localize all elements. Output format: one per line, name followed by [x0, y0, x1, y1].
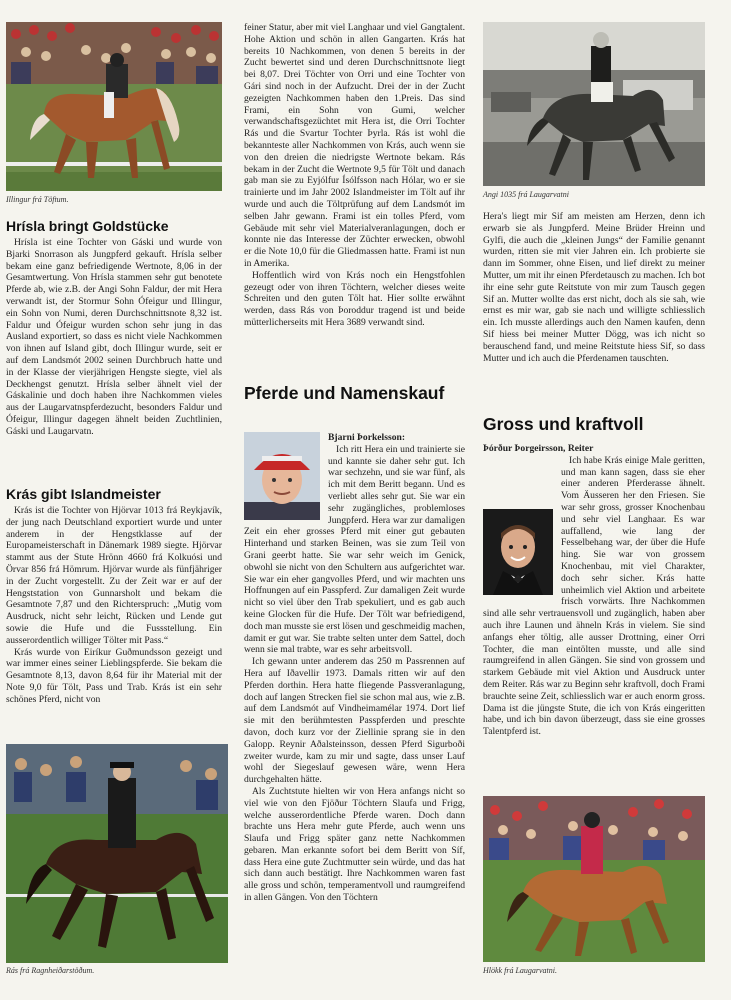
author-byline: Þórður Þorgeirsson, Reiter: [483, 443, 594, 454]
section-heading: Pferde und Namenskauf: [244, 383, 445, 403]
paragraph: Ich ritt Hera ein und trainierte sie und kannte sie daher sehr gut. Ich war sechzehn, und sie war fünf, als ich mit dem Beritt begann. Und es verliebt alles sehr gut. Sie war ein sehr zugängliches, problemloses Jungpferd. Hera war zur damaligen Zeit ein eher grosses Pferd mit einer gut gebauten Hinterhand und starken Beinen, was sie zum Teil von Grani geerbt hatte. Sie war sehr weich im Genick, obwohl sie nicht von den Schultern aus aufgerichtet war. Sie war ein eher gangvolles Pferd, und wir machten uns Hoffnungen auf ein Passpferd. Zur damaligen Zeit wurde nicht so viel über den Trab spekuliert, und es gab auch keine Glocken für die Hufe. Der Tölt war befriedigend, doch man musste sie erst lösen und geschmeidig machen, damit er gut war. Sie trabte selten unter dem Sattel, doch wenn sie mal trabte, war es sehr arbeitsvoll.: [244, 443, 465, 656]
column-2: [244, 0, 465, 1000]
paragraph: Krás ist die Tochter von Hjörvar 1013 frá Reykjavík, der jung nach Deutschland exportiert wurde und unter anderem in der Hengstklasse auf der Europameisterschaft in Dänemark 1989 siegte. Hjörvar stammt aus der Stute Hrönn 4660 frá Kolkuósi und Örvar 856 frá Hömrum. Hjörvar wurde als fünfjähriger in der Zucht vorgestellt. Zu der Zeit war er auf der Hengststation von Gunnarsholt und bekam die Gesamtnote 7,87 und den Richterspruch: „Mutig vom Ausdruck, nicht sehr leicht, Rücken und Lende gut sowie die Hufe und die Fussstellung. Ein ausserordentlich williger Tölter mit Pass.“: [6, 505, 222, 646]
portrait-thordur: [483, 509, 553, 595]
photo-caption: Illingur frá Töftum.: [6, 195, 69, 204]
photo-illingur: [6, 22, 222, 191]
photo-angi: [483, 22, 705, 186]
section-heading: Hrísla bringt Goldstücke: [6, 218, 169, 234]
article-section-hrisla: [6, 218, 222, 438]
paragraph: Ich habe Krás einige Male geritten, und man kann sagen, dass sie eher einer anderen Pferderasse ähnelt. Vom Äusseren her den Friesen. Sie war sehr gross, grosser Knochenbau und sehr viel Langhaar. Es war auffallend, wie lang der Fesselbehang war, der über die Hufe hing. Sie war von grossem Knochenbau, mit viel Charakter, doch sehr sicher. Krás hatte unheimlich viel Aktion und arbeitete frisch vorwärts. Ihre Nachkommen sind alle sehr vertrauensvoll und zugänglich, haben aber auch ihre Launen und ähneln Krás in vielem. Sie sind anfangs eher töltig, alle ausser Drottning, einer Orri Tochter, die man eintölten musste, und alle sind raumgreifend in allen Gängen. Sie sind von grossem und starkem Gebäude mit viel Aktion und Ausdruck unter dem Reiter. Rás war zu Beginn sehr kraftvoll, doch Frami brauchte seine Zeit, schliesslich war er auch enorm gross. Dama ist die jüngste Stute, die ich von Krás eingeritten habe, und ich bin davon überzeugt, dass sie eine grosses Talentpferd ist.: [483, 454, 705, 738]
article-section-thordur: [483, 443, 705, 738]
paragraph: Hera's liegt mir Sif am meisten am Herzen, denn ich erwarb sie als Jungpferd. Meine Brüder Hreinn und Gylfi, die auch die „kleinen Jungs“ der Familie genannt wurden, ritten sie mit vier Jahren ein. Ich probierte sie dann im Sommer, ohne Eisen, und lief direkt zu meiner Mutter, um mit ihr einen Pferdetausch zu machen. Ich bot ihr eine sehr gute Reitstute von mir zum Tausch gegen Sif an. Mutter wollte das erst nicht, doch als sie sah, wie ernst es mir war, gab sie nach und willigte schliesslich ein. Ich musste allerdings auch den Namen kaufen, denn Sif hiess bei meiner Mutter Dögg, was ich nicht so berauschend fand, und meine Reitstute hiess Sif, so dass Mutter und ich auch die Pferdenamen tauschten.: [483, 211, 705, 364]
photo-caption: Rás frá Ragnheiðarstöðum.: [6, 966, 95, 975]
column-1: [6, 0, 222, 1000]
column-3: [483, 0, 705, 1000]
photo-caption: Hlökk frá Laugarvatni.: [483, 966, 557, 975]
article-continuation: [244, 22, 465, 329]
section-heading: Gross und kraftvoll: [483, 414, 644, 434]
photo-ras: [6, 744, 228, 963]
article-continuation: [483, 211, 705, 364]
article-section-bjarni: [244, 432, 465, 904]
paragraph: Als Zuchtstute hielten wir von Hera anfangs nicht so viel wie von den Fjöður Töchtern Slaufa und Frigg, welche ausserordentliche Pferde waren. Doch dann brachte uns Hera mehr gute Pferde, auch wenn uns Slaufa und Frigg später ganz nette Nachkommen gebaren. Man erkannte sofort bei dem Beritt von Síf, dass Hera eine gute Zuchtmutter sein würde, und das hat sich dann auch bestätigt. Ihre Nachkommen waren fast alle gross und schön, temperamentvoll und raumgreifend in allen Gängen. Von den Töchtern: [244, 785, 465, 904]
article-section-kras: [6, 486, 222, 706]
paragraph: Ich gewann unter anderem das 250 m Passrennen auf Hera auf Iðavellir 1973. Damals ritten wir auf den Pferden dorthin. Hera hatte fliegende Passveranlagung, doch auf langen Strecken fiel sie schon mal aus, wie z.B. auf dem Landsmót auf Vindheimamélar 1974. Dort lief sie mit den berühmtesten Passpferden und preschte davon, doch kurz vor der Ziellinie sprang sie in den Galopp. Reynir Aðalsteinsson, dessen Pferd Sigurboði zweiter wurde, kam zu mir und sagte, dass unser Lauf wohl der Siegeslauf gewesen wäre, wenn Hera durchgehalten hätte.: [244, 656, 465, 786]
photo-hlokk: [483, 796, 705, 962]
portrait-bjarni: [244, 432, 320, 520]
paragraph: Hoffentlich wird von Krás noch ein Hengstfohlen gezeugt oder von ihren Töchtern, welcher dieses weite Schreiten und den guten Tölt hat. Hier sollte erwähnt werden, dass Rás von Þoroddur tragend ist und beide mütterlicherseits mit Hera 3689 verwandt sind.: [244, 269, 465, 328]
paragraph: Krás wurde von Eiríkur Guðmundsson gezeigt und war immer eines seiner Lieblingspferde. Sie bekam die Gesamtnote 8,13, davon 8,64 für ihr Material mit der Note 9,0 für Tölt, Pass und Trab. Krás ist ein sehr schönes Pferd, nicht von: [6, 646, 222, 705]
photo-caption: Angi 1035 frá Laugarvatni: [483, 190, 570, 199]
paragraph: Hrísla ist eine Tochter von Gáski und wurde von Bjarki Snorrason als Jungpferd gekauft. Hrísla selber bekam eine ganz befriedigende Wertnote, 8,06 in der Gesamtwertung. Von Hrísla stammen sehr gut benotete Pferde ab, wie z.B. der Angi Sohn Faldur, der mit Hera verwandt ist, der Stormur Sohn Ófeigur und Illingur, ein Sohn von Numi, deren Durchschnittsnote 8,32 ist. Faldur und Ófeigur wurden schon sehr jung in das Ausland exportiert, so dass es nicht viele Nachkommen von ihnen auf Island gibt, doch Illingur wurde, seit er auf dem Landsmót 2002 seinen Durchbruch hatte und in der Klasse der vierjährigen Hengste siegte, viel als Deckhengst genutzt. Hrísla selber ähnelt viel der Gáskalinie und doch haben ihre Nachkommen vieles aus der Laugarvatnspferdezucht, besonders Faldur und Ófeigur, Illingur dagegen ähnelt beiden Zuchtlinien, Gáski und Laugarvatn.: [6, 237, 222, 437]
section-heading: Krás gibt Islandmeister: [6, 486, 161, 502]
author-byline: Bjarni Þorkelsson:: [328, 432, 406, 443]
paragraph: feiner Statur, aber mit viel Langhaar und viel Gangtalent. Hohe Aktion und schön in allen Gangarten. Krás hat bereits 10 Nachkommen, von denen 5 bereits in der Zucht bewertet sind und deren Durchschnittsnote liegt bei 8,07. Drei Töchter von Orri und eine Tochter von Gári sind noch in der Aufzucht. Drei der in der Zucht gezeigten Nachkommen haben den 1.Preis. Das sind Frami, ein Sohn von Gumi, welcher verwandschaftsgezüchtet mit Hera ist, die Orri Tochter Rás und die Svartur Tochter Þyrla. Rás ist wohl die bekannteste aller Nachkommen von Krás, auch wenn sie von den dreien die niedrigste Wertnote bekam. Rás bekam in der Zucht die Wertnote 9,5 für Tölt und danach gab man sie zu Eyjólfur Ísólfsson nach Hólar, wo er sie trainierte und im Jahr 2002 Islandmeister im Tölt auf ihr wurde und auch die Töltprüfung auf dem Landsmót im selben Jahr gewann. Frami ist ein tolles Pferd, vom Gebäude mit sehr viel Materialveranlagungen, doch er konnte nie das Interesse der Züchter erwecken, obwohl er die Note 10,0 für die Gliedmassen hatte. Frami ist nun in Amerika.: [244, 22, 465, 269]
